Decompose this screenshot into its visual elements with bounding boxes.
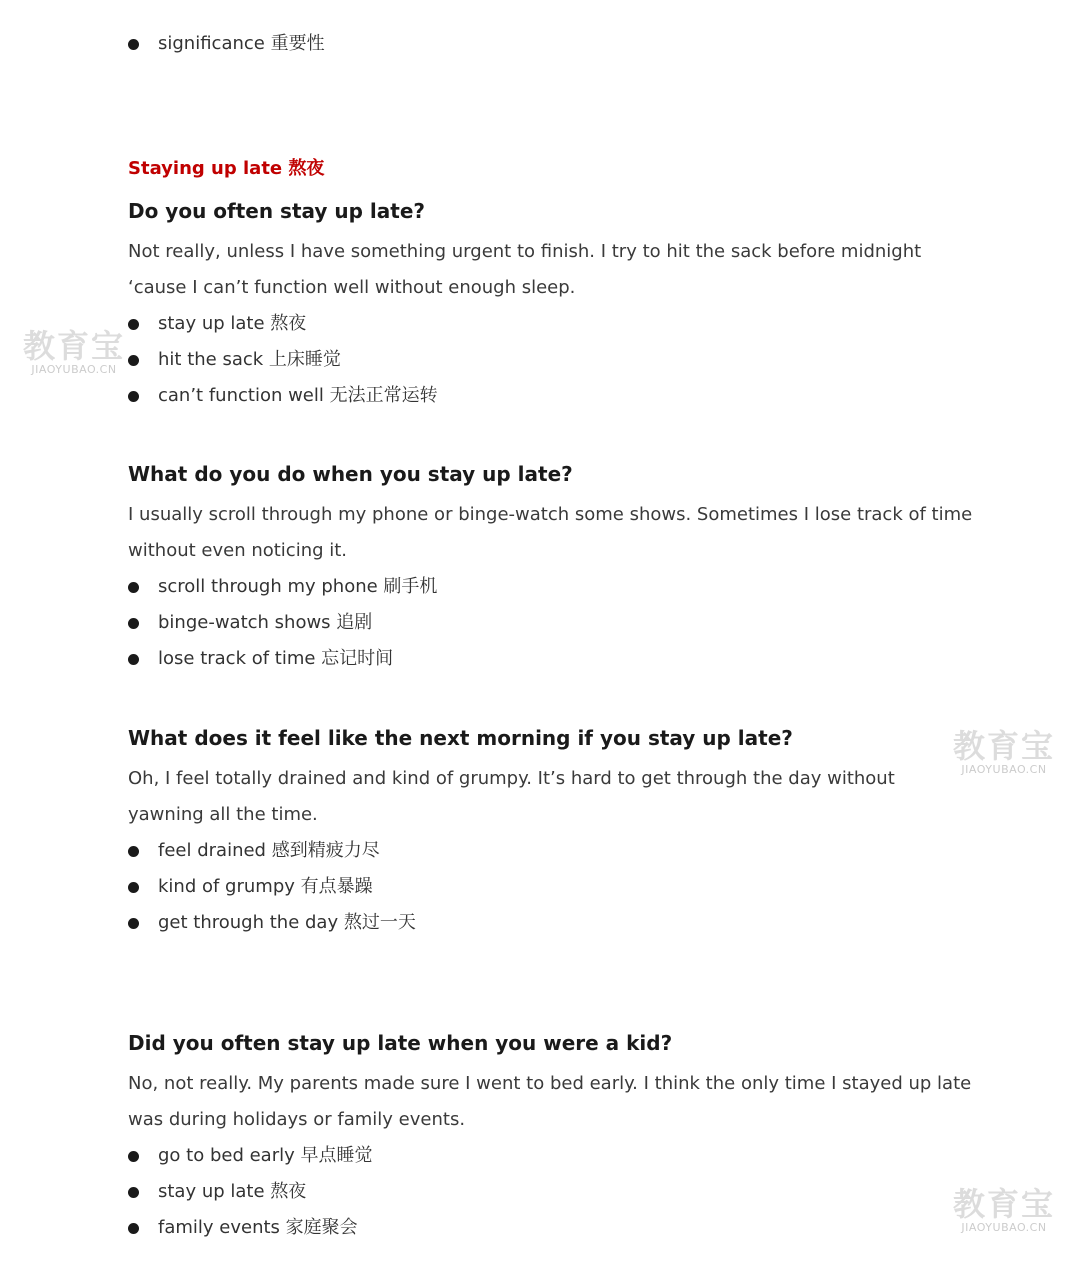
bullet-text: can’t function well 无法正常运转 [158, 385, 438, 406]
answer-line: yawning all the time. [128, 804, 318, 825]
watermark-logo [18, 328, 130, 376]
question-heading: Do you often stay up late? [128, 199, 425, 223]
answer-line: Oh, I feel totally drained and kind of grumpy. It’s hard to get through the day without [128, 768, 895, 789]
answer-line: was during holidays or family events. [128, 1109, 466, 1130]
bullet-text: hit the sack 上床睡觉 [158, 349, 341, 370]
answer-line: ‘cause I can’t function well without enough sleep. [128, 277, 576, 298]
bullet-text: feel drained 感到精疲力尽 [158, 840, 380, 861]
bullet-dot-icon [128, 918, 139, 929]
answer-line: without even noticing it. [128, 540, 348, 561]
answer-line: No, not really. My parents made sure I went to bed early. I think the only time I stayed up late [128, 1073, 972, 1094]
bullet-dot-icon [128, 654, 139, 665]
watermark-url: JIAOYUBAO.CN [961, 1221, 1047, 1234]
bullet-dot-icon [128, 391, 139, 402]
bullet-text: go to bed early 早点睡觉 [158, 1145, 373, 1166]
bullet-text: family events 家庭聚会 [158, 1217, 358, 1238]
answer-line: Not really, unless I have something urgent to finish. I try to hit the sack before midnight [128, 241, 922, 262]
bullet-dot-icon [128, 1151, 139, 1162]
section-title: Staying up late 熬夜 [128, 158, 325, 179]
bullet-dot-icon [128, 882, 139, 893]
bullet-dot-icon [128, 582, 139, 593]
bullet-text: get through the day 熬过一天 [158, 912, 416, 933]
bullet-text: significance 重要性 [158, 33, 325, 54]
bullet-text: stay up late 熬夜 [158, 1181, 307, 1202]
bullet-dot-icon [128, 1223, 139, 1234]
watermark-text: 教育宝 [952, 727, 1055, 765]
question-heading: Did you often stay up late when you were a kid? [128, 1031, 673, 1055]
bullet-text: scroll through my phone 刷手机 [158, 576, 438, 597]
bullet-dot-icon [128, 39, 139, 50]
watermark-logo [948, 728, 1060, 776]
question-heading: What does it feel like the next morning if you stay up late? [128, 726, 793, 750]
watermark-url: JIAOYUBAO.CN [31, 363, 117, 376]
answer-line: I usually scroll through my phone or binge-watch some shows. Sometimes I lose track of time [128, 504, 973, 525]
watermark-text: 教育宝 [22, 327, 125, 365]
bullet-text: kind of grumpy 有点暴躁 [158, 876, 373, 897]
bullet-text: binge-watch shows 追剧 [158, 612, 373, 633]
bullet-dot-icon [128, 1187, 139, 1198]
question-heading: What do you do when you stay up late? [128, 462, 573, 486]
watermark-url: JIAOYUBAO.CN [961, 763, 1047, 776]
bullet-dot-icon [128, 846, 139, 857]
bullet-dot-icon [128, 618, 139, 629]
bullet-text: lose track of time 忘记时间 [158, 648, 394, 669]
watermark-text: 教育宝 [952, 1185, 1055, 1223]
watermark-logo [948, 1186, 1060, 1234]
bullet-text: stay up late 熬夜 [158, 313, 307, 334]
